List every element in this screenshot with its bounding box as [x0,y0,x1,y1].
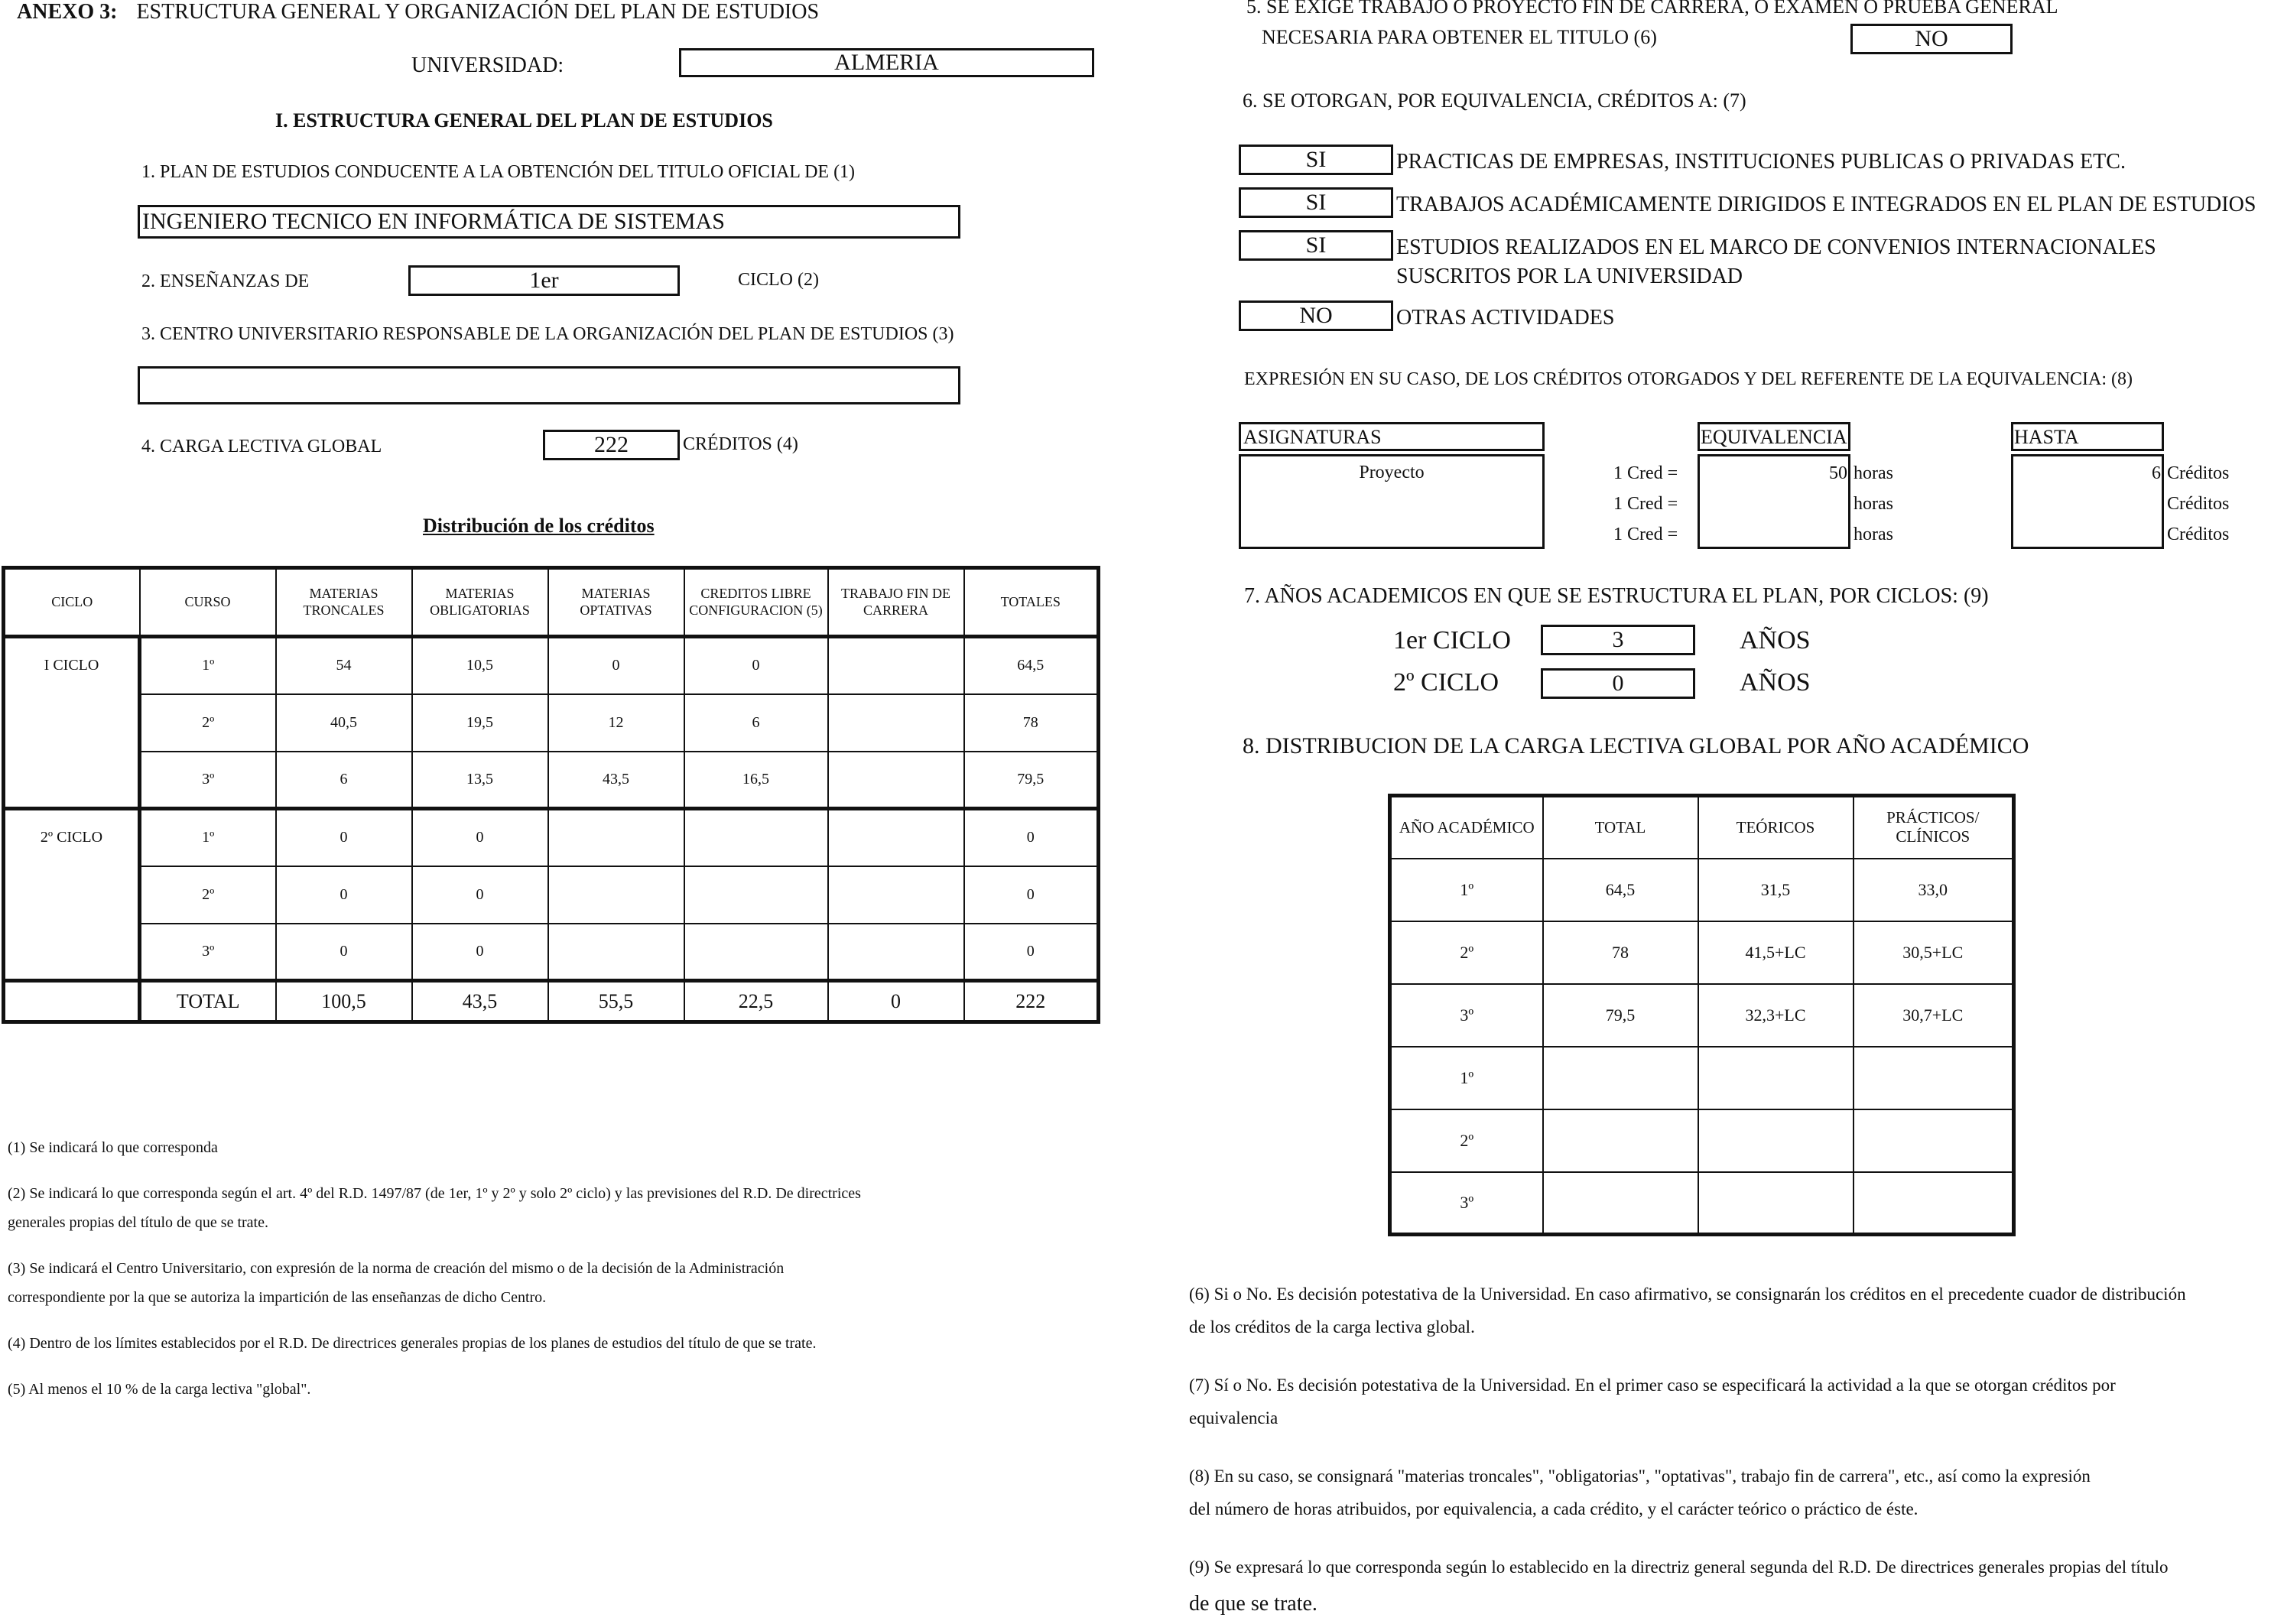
total-cell: 64,5 [1543,859,1698,921]
obligatorias-cell: 10,5 [412,637,548,694]
totales-cell: 79,5 [964,752,1099,809]
year-cell: 1º [1390,1047,1543,1109]
libre-cell: 0 [684,637,828,694]
academic-year-table [1388,794,2016,1236]
table-row [4,809,1099,866]
equiv-hours: 50 [1829,463,1847,483]
creditos-label: Créditos [2167,494,2230,514]
trabajo-cell [828,809,964,866]
hasta-header-label: HASTA [2014,426,2079,448]
total-optativas: 55,5 [548,981,684,1022]
credit-distribution-table [2,566,1100,1024]
university-value: ALMERIA [834,50,939,75]
libre-cell [684,924,828,981]
header-total: TOTAL [1543,796,1698,859]
footnote: (8) En su caso, se consignará "materias troncales", "obligatorias", "optativas", trabajo fin de carrera", etc., así como la expresión [1189,1466,2091,1486]
trabajo-cell [828,866,964,924]
q6-item-0-value: SI [1305,147,1327,172]
curso-cell: 1º [140,809,276,866]
table-row [1390,859,2014,921]
practicos-cell: 30,7+LC [1854,984,2014,1047]
footnote: generales propias del título de que se trate. [8,1214,268,1231]
totales-cell: 0 [964,809,1099,866]
libre-cell: 16,5 [684,752,828,809]
total-spacer [4,981,140,1022]
table-row [4,924,1099,981]
total-cell [1543,1172,1698,1235]
q5-value: NO [1915,26,1948,51]
q6-item-1-text: TRABAJOS ACADÉMICAMENTE DIRIGIDOS E INTEGRADOS EN EL PLAN DE ESTUDIOS [1396,193,2256,216]
footnote: (5) Al menos el 10 % de la carga lectiva "global". [8,1381,311,1398]
footnote: equivalencia [1189,1408,1278,1427]
trabajo-cell [828,752,964,809]
header-trabajo-fin: TRABAJO FIN DE CARRERA [828,568,964,637]
libre-cell [684,809,828,866]
year-cell: 2º [1390,1109,1543,1172]
teoricos-cell [1698,1047,1854,1109]
total-trabajo: 0 [828,981,964,1022]
optativas-cell: 12 [548,694,684,752]
obligatorias-cell: 13,5 [412,752,548,809]
trabajo-cell [828,694,964,752]
ciclo-cell: I CICLO [4,637,140,809]
expression-label: EXPRESIÓN EN SU CASO, DE LOS CRÉDITOS OTORGADOS Y DEL REFERENTE DE LA EQUIVALENCIA: (8) [1244,369,2133,389]
libre-cell: 6 [684,694,828,752]
practicos-cell [1854,1109,2014,1172]
table-row [1390,1047,2014,1109]
curso-cell: 1º [140,637,276,694]
footnote: (1) Se indicará lo que corresponda [8,1139,218,1156]
horas-label: horas [1854,463,1893,483]
footnote: (2) Se indicará lo que corresponda según el art. 4º del R.D. 1497/87 (de 1er, 1º y 2º y solo 2º ciclo) y las previsiones del R.D. De directrices [8,1185,861,1202]
q5-line2: NECESARIA PARA OBTENER EL TITULO (6) [1262,26,1657,48]
header-obligatorias: MATERIAS OBLIGATORIAS [412,568,548,637]
table-row [4,752,1099,809]
footnote: de que se trate. [1189,1591,1317,1616]
footnote: correspondiente por la que se autoriza la impartición de las enseñanzas de dicho Centro. [8,1289,547,1306]
total-label: TOTAL [140,981,276,1022]
header-practicos: PRÁCTICOS/ CLÍNICOS [1854,796,2014,859]
q6-item-1-value: SI [1305,190,1327,215]
q2-suffix: CICLO (2) [738,270,819,290]
total-cell: 78 [1543,921,1698,984]
table-row [4,866,1099,924]
teoricos-cell [1698,1172,1854,1235]
ciclo-cell: 2º CICLO [4,809,140,981]
total-cell: 79,5 [1543,984,1698,1047]
table-row [1390,1109,2014,1172]
cred-label: 1 Cred = [1613,525,1678,544]
year-cell: 3º [1390,1172,1543,1235]
q7-label: 7. AÑOS ACADEMICOS EN QUE SE ESTRUCTURA EL PLAN, POR CICLOS: (9) [1244,584,1989,608]
total-totales: 222 [964,981,1099,1022]
teoricos-cell: 32,3+LC [1698,984,1854,1047]
troncales-cell: 0 [276,924,412,981]
university-label: UNIVERSIDAD: [411,54,564,77]
total-cell [1543,1047,1698,1109]
distribution-header-row [4,568,1099,637]
hasta-credits: 6 [2152,463,2161,483]
q7-row-0-label: 1er CICLO [1393,626,1511,654]
q4-value: 222 [594,432,629,457]
curso-cell: 2º [140,866,276,924]
optativas-cell [548,866,684,924]
practicos-cell: 33,0 [1854,859,2014,921]
curso-cell: 3º [140,752,276,809]
q6-item-2-text: ESTUDIOS REALIZADOS EN EL MARCO DE CONVENIOS INTERNACIONALES [1396,235,2156,259]
header-ano-academico: AÑO ACADÉMICO [1390,796,1543,859]
trabajo-cell [828,924,964,981]
teoricos-cell: 31,5 [1698,859,1854,921]
troncales-cell: 0 [276,866,412,924]
troncales-cell: 0 [276,809,412,866]
header-optativas: MATERIAS OPTATIVAS [548,568,684,637]
annex-heading [17,0,819,24]
troncales-cell: 6 [276,752,412,809]
footnote: (7) Sí o No. Es decisión potestativa de la Universidad. En el primer caso se especificará la actividad a la que se otorgan créditos por [1189,1376,2116,1395]
footnote: (3) Se indicará el Centro Universitario, con expresión de la norma de creación del mismo o de la decisión de la Administración [8,1260,785,1277]
teoricos-cell [1698,1109,1854,1172]
q7-row-1-value: 0 [1612,671,1624,696]
obligatorias-cell: 0 [412,924,548,981]
header-troncales: MATERIAS TRONCALES [276,568,412,637]
totales-cell: 78 [964,694,1099,752]
left-footnotes [8,1133,1093,1404]
footnote: (6) Si o No. Es decisión potestativa de la Universidad. En caso afirmativo, se consignarán los créditos en el precedente cuador de distribución [1189,1285,2186,1304]
table-row [1390,921,2014,984]
table-row [1390,1172,2014,1235]
q1-value: INGENIERO TECNICO EN INFORMÁTICA DE SISTEMAS [142,209,725,234]
total-libre: 22,5 [684,981,828,1022]
q6-item-0-text: PRACTICAS DE EMPRESAS, INSTITUCIONES PUBLICAS O PRIVADAS ETC. [1396,150,2126,174]
year-cell: 1º [1390,859,1543,921]
q8-label: 8. DISTRIBUCION DE LA CARGA LECTIVA GLOBAL POR AÑO ACADÉMICO [1243,733,2029,758]
creditos-label: Créditos [2167,525,2230,544]
practicos-cell [1854,1172,2014,1235]
optativas-cell: 43,5 [548,752,684,809]
trabajo-cell [828,637,964,694]
year-cell: 3º [1390,984,1543,1047]
header-totales: TOTALES [964,568,1099,637]
cred-label: 1 Cred = [1613,463,1678,483]
total-cell [1543,1109,1698,1172]
optativas-cell [548,924,684,981]
q3-label: 3. CENTRO UNIVERSITARIO RESPONSABLE DE LA ORGANIZACIÓN DEL PLAN DE ESTUDIOS (3) [141,324,954,344]
horas-label: horas [1854,494,1893,514]
horas-label: horas [1854,525,1893,544]
optativas-cell: 0 [548,637,684,694]
practicos-cell [1854,1047,2014,1109]
troncales-cell: 40,5 [276,694,412,752]
q6-item-3-value: NO [1299,303,1333,328]
curso-cell: 2º [140,694,276,752]
totales-cell: 0 [964,866,1099,924]
q6-label: 6. SE OTORGAN, POR EQUIVALENCIA, CRÉDITOS A: (7) [1243,89,1746,112]
q4-suffix: CRÉDITOS (4) [683,434,798,454]
asignaturas-value: Proyecto [1359,463,1425,482]
footnote: (9) Se expresará lo que corresponda según lo establecido en la directriz general segunda del R.D. De directrices generales propias del título [1189,1557,2169,1577]
year-header-row [1390,796,2014,859]
right-footnotes [1189,1278,2279,1624]
year-cell: 2º [1390,921,1543,984]
totales-cell: 64,5 [964,637,1099,694]
q6-item-3-text: OTRAS ACTIVIDADES [1396,306,1615,330]
q4-label: 4. CARGA LECTIVA GLOBAL [141,437,382,456]
total-troncales: 100,5 [276,981,412,1022]
footnote: del número de horas atribuidos, por equivalencia, a cada crédito, y el carácter teórico o práctico de éste. [1189,1499,1918,1518]
equivalencia-header-label: EQUIVALENCIA [1701,426,1847,448]
header-ciclo: CICLO [4,568,140,637]
annex-title: ESTRUCTURA GENERAL Y ORGANIZACIÓN DEL PLAN DE ESTUDIOS [136,0,820,24]
q1-label: 1. PLAN DE ESTUDIOS CONDUCENTE A LA OBTENCIÓN DEL TITULO OFICIAL DE (1) [141,162,856,182]
optativas-cell [548,809,684,866]
q7-row-1-unit: AÑOS [1740,668,1811,697]
header-libre-configuracion: CREDITOS LIBRE CONFIGURACION (5) [684,568,828,637]
troncales-cell: 54 [276,637,412,694]
obligatorias-cell: 0 [412,809,548,866]
q2-value: 1er [529,268,559,293]
q3-field [138,366,960,404]
total-obligatorias: 43,5 [412,981,548,1022]
total-row [4,981,1099,1022]
section-title: I. ESTRUCTURA GENERAL DEL PLAN DE ESTUDIOS [275,109,773,132]
table-row [4,694,1099,752]
annex-label: ANEXO 3: [17,0,118,24]
libre-cell [684,866,828,924]
practicos-cell: 30,5+LC [1854,921,2014,984]
cred-label: 1 Cred = [1613,494,1678,514]
obligatorias-cell: 0 [412,866,548,924]
q2-label: 2. ENSEÑANZAS DE [141,271,310,291]
q6-item-2-value: SI [1305,232,1327,258]
creditos-label: Créditos [2167,463,2230,483]
q7-row-0-unit: AÑOS [1740,626,1811,654]
q6-item-2-text2: SUSCRITOS POR LA UNIVERSIDAD [1396,265,1743,288]
totales-cell: 0 [964,924,1099,981]
curso-cell: 3º [140,924,276,981]
q5-line1: 5. SE EXIGE TRABAJO O PROYECTO FIN DE CARRERA, O EXAMEN O PRUEBA GENERAL [1246,0,2058,18]
distribution-title: Distribución de los créditos [423,515,655,537]
teoricos-cell: 41,5+LC [1698,921,1854,984]
header-curso: CURSO [140,568,276,637]
footnote: de los créditos de la carga lectiva global. [1189,1317,1475,1337]
q7-row-1-label: 2º CICLO [1393,668,1499,697]
table-row [1390,984,2014,1047]
q7-row-0-value: 3 [1612,627,1624,652]
table-row [4,637,1099,694]
obligatorias-cell: 19,5 [412,694,548,752]
header-teoricos: TEÓRICOS [1698,796,1854,859]
footnote: (4) Dentro de los límites establecidos por el R.D. De directrices generales propias de los planes de estudios del título de que se trate. [8,1335,817,1352]
asignaturas-header-label: ASIGNATURAS [1243,426,1382,448]
